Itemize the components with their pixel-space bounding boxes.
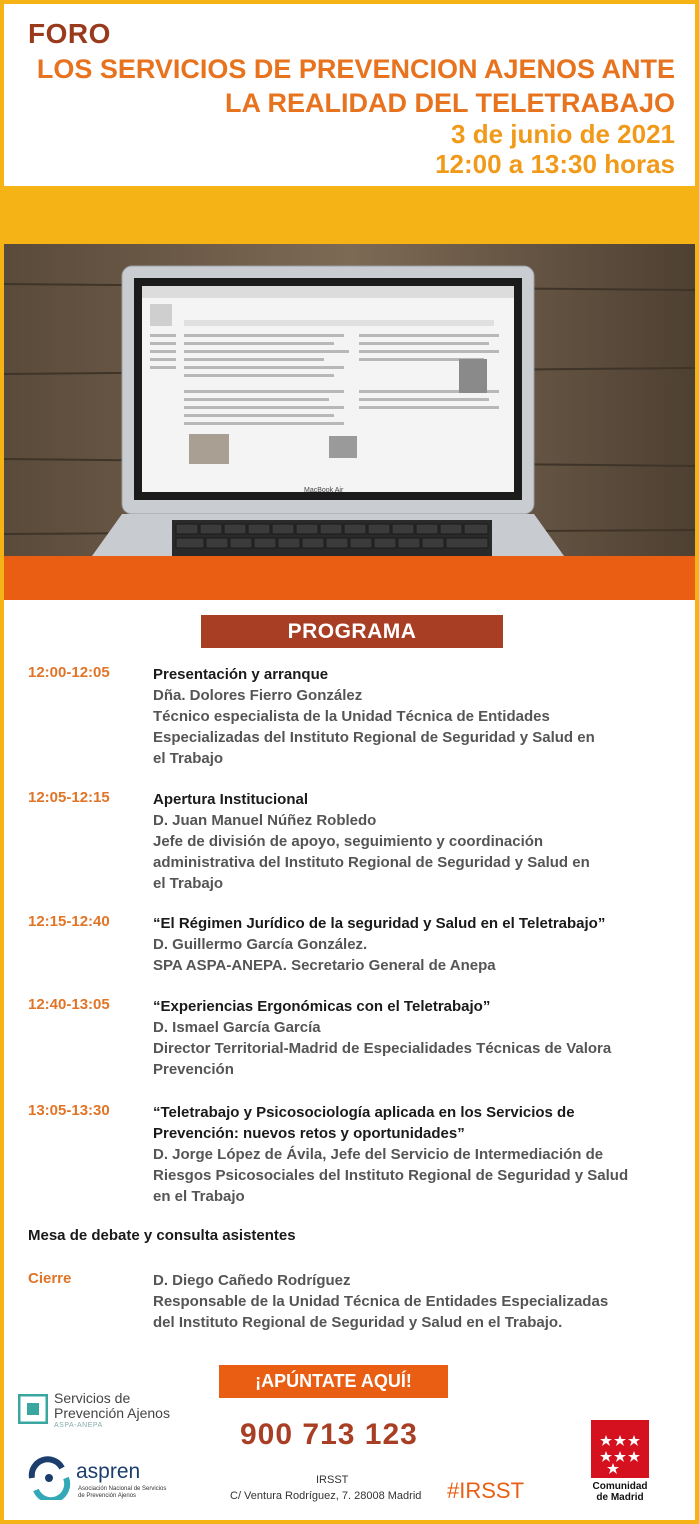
mesa-debate: Mesa de debate y consulta asistentes [28,1227,296,1244]
agenda-time: 12:05-12:15 [28,789,110,806]
programa-heading: PROGRAMA [201,615,503,648]
yellow-band [4,186,695,244]
org-name: IRSST [316,1474,349,1486]
aspren-logo-icon [26,1456,74,1500]
agenda-line: SPA ASPA-ANEPA. Secretario General de Anepa [153,957,496,974]
agenda-line: Técnico especialista de la Unidad Técnica de Entidades [153,708,550,725]
spa-logo-line-2: Prevención Ajenos [54,1405,170,1421]
agenda-title: Presentación y arranque [153,666,329,683]
agenda-title: “El Régimen Jurídico de la seguridad y Salud en el Teletrabajo” [153,915,606,932]
laptop-brand-text: MacBook Air [304,487,344,494]
agenda-line: el Trabajo [153,750,224,767]
agenda-time: 12:40-13:05 [28,996,110,1013]
agenda-title: Apertura Institucional [153,791,309,808]
foro-label: FORO [28,18,111,49]
agenda-line: D. Jorge López de Ávila, Jefe del Servicio de Intermediación de [153,1146,604,1163]
agenda-content [153,664,673,769]
agenda-content [153,1102,673,1207]
agenda-line: D. Guillermo García González. [153,936,368,953]
agenda-title: “Teletrabajo y Psicosociología aplicada en los Servicios de [153,1104,575,1121]
event-hours: 12:00 a 13:30 horas [435,149,675,179]
header [4,4,695,186]
agenda-line: Dña. Dolores Fierro González [153,687,363,704]
agenda-time: Cierre [28,1270,72,1287]
agenda-line: D. Juan Manuel Núñez Robledo [153,812,377,829]
agenda-content [153,789,673,894]
agenda-line: Especializadas del Instituto Regional de Seguridad y Salud en [153,729,595,746]
comunidad-madrid-logo [588,1420,652,1506]
agenda-time: 12:15-12:40 [28,913,110,930]
agenda-title: Prevención: nuevos retos y oportunidades” [153,1125,465,1142]
agenda-time: 13:05-13:30 [28,1102,110,1119]
agenda-time: 12:00-12:05 [28,664,110,681]
agenda-line: del Instituto Regional de Seguridad y Salud en el Trabajo. [153,1314,563,1331]
cm-line-2: de Madrid [596,1492,644,1503]
cm-line-1: Comunidad [592,1481,648,1492]
agenda-content [153,1270,673,1333]
aspren-logo-name: aspren [76,1460,141,1483]
event-date: 3 de junio de 2021 [451,119,675,149]
agenda-line: Riesgos Psicosociales del Instituto Regional de Seguridad y Salud [153,1167,629,1184]
agenda-line: D. Diego Cañedo Rodríguez [153,1272,351,1289]
agenda-line: en el Trabajo [153,1188,245,1205]
orange-band [4,556,695,600]
spa-logo-icon [18,1394,48,1424]
event-title-line-2: LA REALIDAD DEL TELETRABAJO [224,88,675,118]
laptop-photo [4,244,695,556]
agenda-line: el Trabajo [153,875,224,892]
spa-logo-sub: ASPA-ANEPA [54,1422,103,1429]
spa-logo [18,1391,198,1431]
agenda-line: Jefe de división de apoyo, seguimiento y coordinación [153,833,544,850]
spa-logo-text [54,1391,170,1421]
event-title-line-1: LOS SERVICIOS DE PREVENCION AJENOS ANTE [36,54,675,84]
aspren-logo [26,1456,166,1506]
agenda-line: Prevención [153,1061,234,1078]
address: C/ Ventura Rodríguez, 7. 28008 Madrid [230,1490,422,1502]
register-button[interactable]: ¡APÚNTATE AQUÍ! [219,1365,448,1398]
agenda-line: Director Territorial-Madrid de Especialidades Técnicas de Valora [153,1040,612,1057]
agenda-content [153,913,673,976]
agenda-line: Responsable de la Unidad Técnica de Entidades Especializadas [153,1293,609,1310]
agenda-content [153,996,673,1080]
agenda-line: administrativa del Instituto Regional de Seguridad y Salud en [153,854,590,871]
comunidad-madrid-text [588,1481,652,1503]
agenda-line: D. Ismael García García [153,1019,321,1036]
agenda-title: “Experiencias Ergonómicas con el Teletrabajo” [153,998,491,1015]
madrid-flag-icon [591,1420,649,1478]
hashtag: #IRSST [447,1478,525,1503]
spa-logo-line-1: Servicios de [54,1390,131,1406]
aspren-logo-sub: Asociación Nacional de Servicios de Prevención Ajenos [78,1486,167,1499]
phone-number: 900 713 123 [240,1418,418,1451]
